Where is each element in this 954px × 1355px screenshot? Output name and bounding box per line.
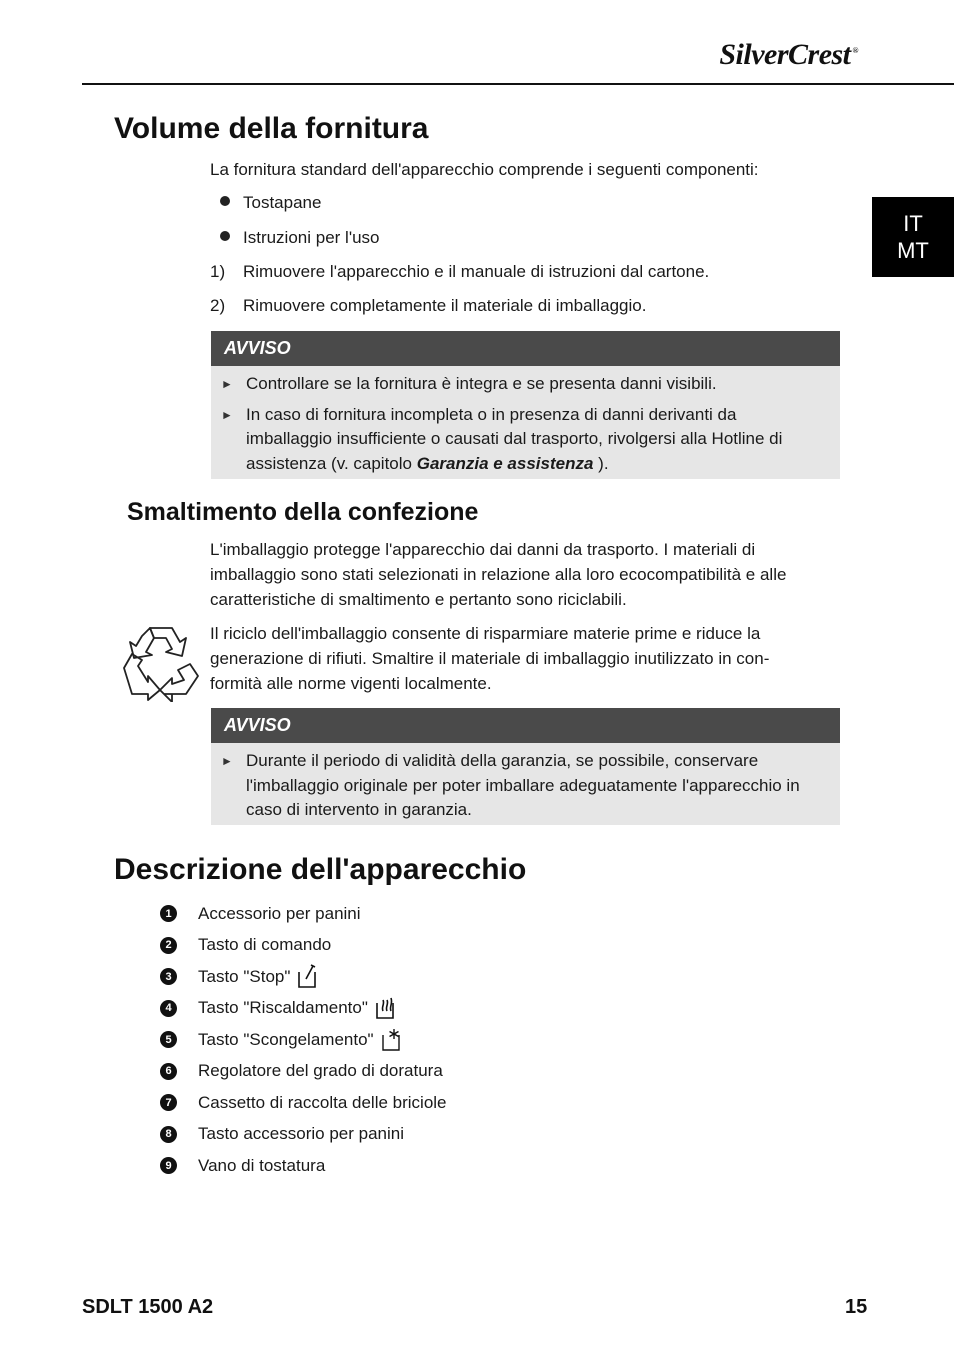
bullet-icon bbox=[220, 196, 230, 206]
arrow-right-icon: ► bbox=[221, 377, 233, 391]
page-number: 15 bbox=[845, 1296, 868, 1318]
step-2: 2) Rimuovere completamente il materiale di imballaggio. bbox=[210, 296, 647, 315]
number-badge: 3 bbox=[160, 968, 177, 985]
list-item: 4 Tasto "Riscaldamento" bbox=[160, 993, 447, 1025]
language-tab bbox=[872, 197, 954, 277]
arrow-right-icon: ► bbox=[221, 407, 233, 422]
notice-label: AVVISO bbox=[211, 331, 840, 366]
notice-item: ► Durante il periodo di validità della garanzia, se possibile, conservare l'imballaggio originale per poter imballare adeguatamente l'apparecchio in caso di intervento in garanzia. bbox=[221, 751, 800, 819]
defrost-icon bbox=[380, 1027, 404, 1053]
number-badge: 4 bbox=[160, 1000, 177, 1017]
footer-model: SDLT 1500 A2 bbox=[82, 1296, 214, 1318]
notice-item: ► Controllare se la fornitura è integra e se presenta danni visibili. bbox=[221, 372, 822, 397]
bullet-icon bbox=[220, 231, 230, 241]
lang-it: IT bbox=[903, 211, 923, 236]
list-item: 3 Tasto "Stop" bbox=[160, 961, 447, 993]
recycle-icon bbox=[120, 624, 202, 702]
list-item: Istruzioni per l'uso bbox=[220, 226, 379, 250]
arrow-right-icon: ► bbox=[221, 754, 233, 768]
list-item: 5 Tasto "Scongelamento" bbox=[160, 1024, 447, 1056]
list-item: 9 Vano di tostatura bbox=[160, 1150, 447, 1182]
notice-box bbox=[211, 331, 840, 479]
stop-icon bbox=[296, 964, 320, 990]
number-badge: 9 bbox=[160, 1157, 177, 1174]
lang-mt: MT bbox=[897, 238, 929, 263]
section-title-disposal: Smaltimento della confezione bbox=[127, 498, 479, 526]
list-item: 1 Accessorio per panini bbox=[160, 898, 447, 930]
chapter-reference: Garanzia e assistenza bbox=[416, 453, 594, 473]
brand-logo bbox=[719, 38, 858, 72]
list-item: Tostapane bbox=[220, 191, 321, 215]
header-rule bbox=[82, 83, 954, 85]
list-item: 2 Tasto di comando bbox=[160, 930, 447, 962]
number-badge: 7 bbox=[160, 1094, 177, 1111]
parts-list bbox=[160, 898, 447, 1182]
number-badge: 6 bbox=[160, 1063, 177, 1080]
disposal-para-2: Il riciclo dell'imballaggio consente di risparmiare materie prime e riduce la generazione di rifiuti. Smaltire il materiale di imballaggio inutilizzato in con-formità alle norme vigenti localmente. bbox=[210, 624, 770, 693]
list-item: 6 Regolatore del grado di doratura bbox=[160, 1056, 447, 1088]
step-1: 1) Rimuovere l'apparecchio e il manuale di istruzioni dal cartone. bbox=[210, 262, 710, 281]
notice-item: ► In caso di fornitura incompleta o in presenza di danni derivanti da imballaggio insufficiente o causati dal trasporto, rivolgersi alla Hotline di assistenza (v. capitolo Garanzia e assistenza ). bbox=[221, 404, 783, 473]
brand-name: SilverCrest bbox=[719, 38, 851, 71]
section-title-description: Descrizione dell'apparecchio bbox=[114, 853, 527, 886]
delivery-intro: La fornitura standard dell'apparecchio comprende i seguenti componenti: bbox=[210, 160, 759, 179]
list-item: 7 Cassetto di raccolta delle briciole bbox=[160, 1087, 447, 1119]
number-badge: 2 bbox=[160, 937, 177, 954]
number-badge: 5 bbox=[160, 1031, 177, 1048]
disposal-para-1: L'imballaggio protegge l'apparecchio dai danni da trasporto. I materiali di imballaggio sono stati selezionati in relazione alla loro ecocompatibilità e alle caratteristiche di smaltimento e pertanto sono riciclabili. bbox=[210, 540, 787, 609]
list-item: 8 Tasto accessorio per panini bbox=[160, 1119, 447, 1151]
reheat-icon bbox=[374, 995, 398, 1021]
notice-box bbox=[211, 708, 840, 825]
registered-mark: ® bbox=[852, 46, 858, 55]
number-badge: 1 bbox=[160, 905, 177, 922]
section-title-delivery: Volume della fornitura bbox=[114, 112, 429, 145]
number-badge: 8 bbox=[160, 1126, 177, 1143]
notice-label: AVVISO bbox=[211, 708, 840, 743]
